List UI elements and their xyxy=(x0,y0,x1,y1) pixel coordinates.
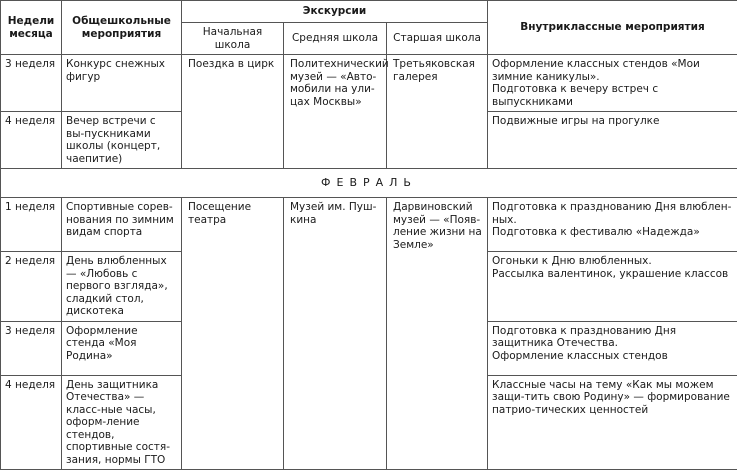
excursion-middle-cell: Политехнический музей — «Авто-мобили на ули-цах Москвы» xyxy=(284,55,387,169)
week-cell: 3 неделя xyxy=(1,321,62,375)
class-event-line: Подвижные игры на прогулке xyxy=(492,115,733,128)
class-event-cell xyxy=(488,55,737,112)
school-event-cell: Спортивные сорев-нования по зимним видам спорта xyxy=(62,198,182,252)
week-cell: 2 неделя xyxy=(1,252,62,322)
school-event-cell: День влюбленных — «Любовь с первого взгляда», сладкий стол, дискотека xyxy=(62,252,182,322)
class-event-line: Классные часы на тему «Как мы можем защи-тить свою Родину» — формирование патрио-тических ценностей xyxy=(492,379,733,417)
class-event-line: Огоньки к Дню влюбленных. xyxy=(492,255,733,268)
class-event-cell xyxy=(488,321,737,375)
header-elementary: Начальная школа xyxy=(182,23,284,55)
class-event-line: Подготовка к вечеру встреч с выпускниками xyxy=(492,83,733,108)
header-school-events: Общешкольные мероприятия xyxy=(62,1,182,55)
school-event-cell: Конкурс снежных фигур xyxy=(62,55,182,112)
table-row xyxy=(1,55,737,112)
header-excursions: Экскурсии xyxy=(182,1,488,23)
month-row xyxy=(1,169,737,198)
week-cell: 4 неделя xyxy=(1,112,62,169)
class-event-cell xyxy=(488,198,737,252)
school-event-cell: Оформление стенда «Моя Родина» xyxy=(62,321,182,375)
class-event-line: Подготовка к празднованию Дня влюблен-ных. xyxy=(492,201,733,226)
week-cell: 4 неделя xyxy=(1,375,62,470)
excursion-middle-cell: Музей им. Пуш-кина xyxy=(284,198,387,470)
class-event-line: Подготовка к фестивалю «Надежда» xyxy=(492,226,733,239)
header-middle: Средняя школа xyxy=(284,23,387,55)
class-event-cell xyxy=(488,112,737,169)
class-event-line: Оформление классных стендов «Мои зимние каникулы». xyxy=(492,58,733,83)
table-row xyxy=(1,198,737,252)
week-cell: 3 неделя xyxy=(1,55,62,112)
class-event-line: Оформление классных стендов xyxy=(492,350,733,363)
excursion-elementary-cell: Поездка в цирк xyxy=(182,55,284,169)
class-event-line: Рассылка валентинок, украшение классов xyxy=(492,268,733,281)
month-title: ФЕВРАЛЬ xyxy=(1,169,737,198)
header-weeks: Недели месяца xyxy=(1,1,62,55)
class-event-line: Подготовка к празднованию Дня защитника Отечества. xyxy=(492,325,733,350)
header-senior: Старшая школа xyxy=(387,23,488,55)
excursion-senior-cell: Дарвиновский музей — «Появ-ление жизни на Земле» xyxy=(387,198,488,470)
excursion-elementary-cell: Посещение театра xyxy=(182,198,284,470)
header-row-1 xyxy=(1,1,737,23)
header-class-events: Внутриклассные мероприятия xyxy=(488,1,737,55)
school-event-cell: День защитника Отечества» — класс-ные часы, оформ-ление стендов, спортивные состя-зания, нормы ГТО xyxy=(62,375,182,470)
class-event-cell xyxy=(488,252,737,322)
week-cell: 1 неделя xyxy=(1,198,62,252)
class-event-cell xyxy=(488,375,737,470)
school-event-cell: Вечер встречи с вы-пускниками школы (концерт, чаепитие) xyxy=(62,112,182,169)
excursion-senior-cell: Третьяковская галерея xyxy=(387,55,488,169)
